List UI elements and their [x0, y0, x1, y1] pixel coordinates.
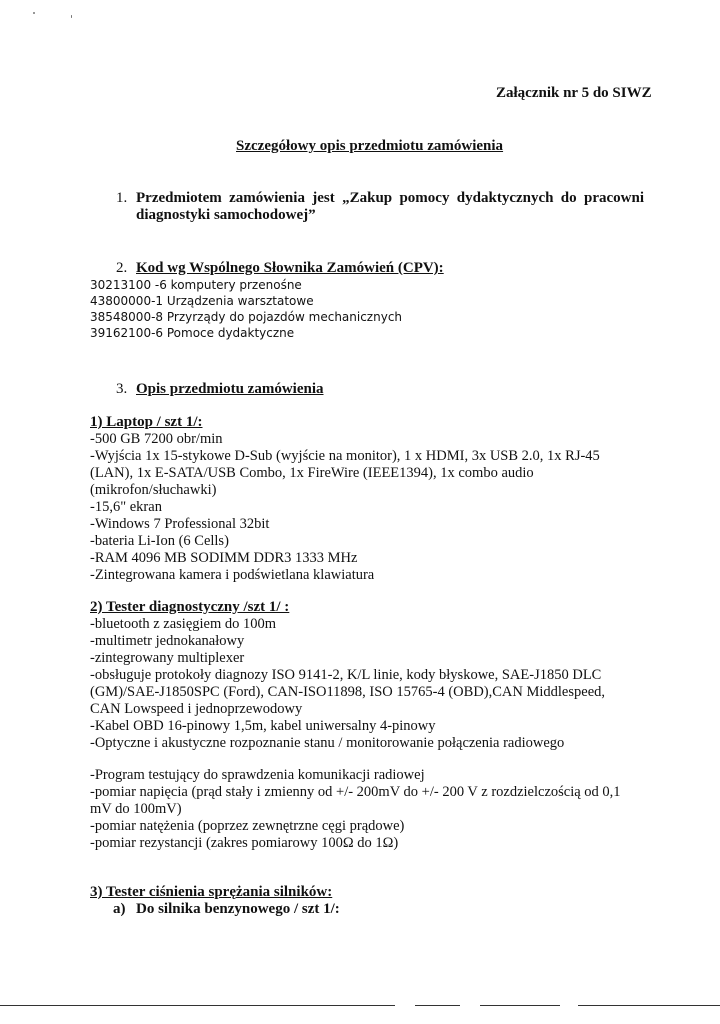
tester-spec-line: (GM)/SAE-J1850SPC (Ford), CAN-ISO11898, ISO 15765-4 (OBD),CAN Middlespeed, — [90, 684, 606, 700]
laptop-spec-line: (mikrofon/słuchawki) — [90, 482, 217, 498]
cpv-code: 30213100 -6 komputery przenośne — [90, 278, 302, 292]
description-heading: Opis przedmiotu zamówienia — [136, 381, 324, 397]
document-title: Szczegółowy opis przedmiotu zamówienia — [236, 138, 504, 154]
section-2-number: 2. — [116, 260, 128, 276]
tester-spec-line: -pomiar napięcia (prąd stały i zmienny od +/- 200mV do +/- 200 V z rozdzielczością od 0,1 — [90, 784, 621, 800]
laptop-spec-line: -bateria Li-Ion (6 Cells) — [90, 533, 229, 549]
laptop-spec-line: (LAN), 1x E-SATA/USB Combo, 1x FireWire (IEEE1394), 1x combo audio — [90, 465, 534, 481]
tester-spec-line: -Optyczne i akustyczne rozpoznanie stanu / monitorowanie połączenia radiowego — [90, 735, 565, 751]
scan-edge-line — [0, 1005, 395, 1006]
tester-heading: 2) Tester diagnostyczny /szt 1/ : — [90, 599, 290, 615]
attachment-label: Załącznik nr 5 do SIWZ — [496, 85, 652, 101]
laptop-spec-line: -15,6" ekran — [90, 499, 162, 515]
scan-speck — [71, 15, 72, 18]
laptop-spec-line: -RAM 4096 MB SODIMM DDR3 1333 MHz — [90, 550, 358, 566]
section-1-number: 1. — [116, 190, 128, 206]
tester-spec-line: -multimetr jednokanałowy — [90, 633, 245, 649]
tester-spec-line: -obsługuje protokoły diagnozy ISO 9141-2, K/L linie, kody błyskowe, SAE-J1850 DLC — [90, 667, 602, 683]
cpv-code: 39162100-6 Pomoce dydaktyczne — [90, 326, 295, 340]
section-3-number: 3. — [116, 381, 128, 397]
laptop-spec-line: -Zintegrowana kamera i podświetlana klawiatura — [90, 567, 375, 583]
laptop-spec-line: -500 GB 7200 obr/min — [90, 431, 223, 447]
cpv-code: 43800000-1 Urządzenia warsztatowe — [90, 294, 314, 308]
tester-spec-line: -Program testujący do sprawdzenia komunikacji radiowej — [90, 767, 425, 783]
tester-spec-line: -pomiar natężenia (poprzez zewnętrzne cęgi prądowe) — [90, 818, 405, 834]
compression-heading: 3) Tester ciśnienia sprężania silników: — [90, 884, 333, 900]
laptop-spec-line: -Wyjścia 1x 15-stykowe D-Sub (wyjście na monitor), 1 x HDMI, 3x USB 2.0, 1x RJ-45 — [90, 448, 600, 464]
tester-spec-line: mV do 100mV) — [90, 801, 182, 817]
cpv-heading: Kod wg Wspólnego Słownika Zamówień (CPV): — [136, 260, 444, 276]
tester-spec-line: -pomiar rezystancji (zakres pomiarowy 100Ω do 1Ω) — [90, 835, 399, 851]
scan-speck — [33, 12, 35, 14]
section-1-text-line2: diagnostyki samochodowej” — [136, 207, 316, 223]
cpv-code: 38548000-8 Przyrządy do pojazdów mechanicznych — [90, 310, 403, 324]
tester-spec-line: -Kabel OBD 16-pinowy 1,5m, kabel uniwersalny 4-pinowy — [90, 718, 436, 734]
scan-edge-line — [415, 1005, 460, 1006]
tester-spec-line: -zintegrowany multiplexer — [90, 650, 245, 666]
laptop-heading: 1) Laptop / szt 1/: — [90, 414, 203, 430]
tester-spec-line: CAN Lowspeed i jednoprzewodowy — [90, 701, 303, 717]
scan-edge-line — [578, 1005, 720, 1006]
scan-edge-line — [480, 1005, 560, 1006]
compression-sub-marker: a) — [113, 901, 126, 917]
section-1-text-line1: Przedmiotem zamówienia jest „Zakup pomocy dydaktycznych do pracowni — [136, 190, 644, 206]
compression-sub-heading: Do silnika benzynowego / szt 1/: — [136, 901, 340, 917]
tester-spec-line: -bluetooth z zasięgiem do 100m — [90, 616, 277, 632]
laptop-spec-line: -Windows 7 Professional 32bit — [90, 516, 270, 532]
